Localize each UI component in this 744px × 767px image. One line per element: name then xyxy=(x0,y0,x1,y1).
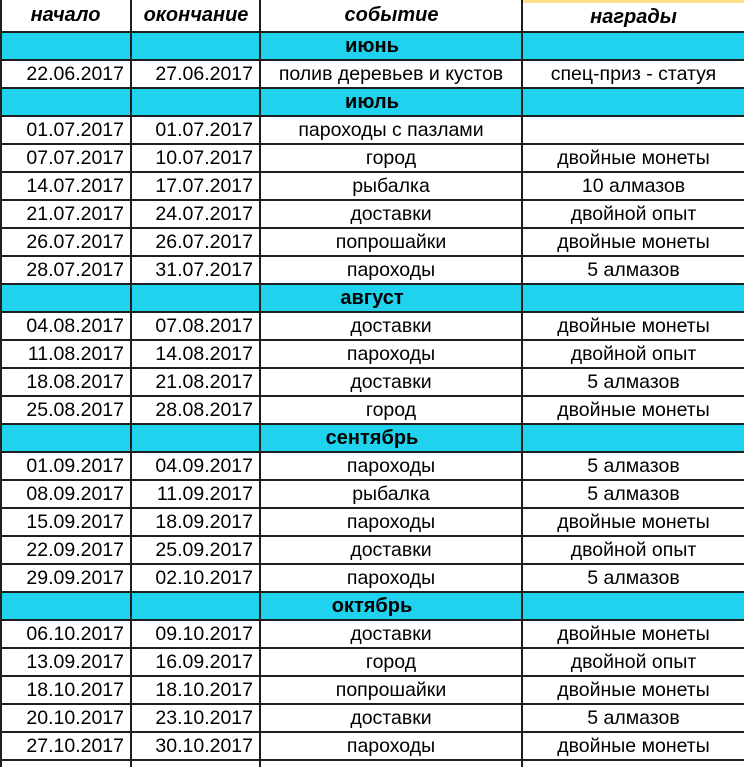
start-date-cell[interactable]: 11.08.2017 xyxy=(27,343,124,365)
start-date-cell[interactable]: 01.09.2017 xyxy=(26,455,124,477)
end-date-cell[interactable]: 28.08.2017 xyxy=(155,399,253,421)
end-date-cell[interactable]: 07.08.2017 xyxy=(155,315,253,337)
table-row xyxy=(0,621,744,649)
reward-cell[interactable]: двойные монеты xyxy=(557,679,710,701)
table-row xyxy=(0,313,744,341)
start-date-cell[interactable]: 20.10.2017 xyxy=(26,707,124,729)
header-end[interactable]: окончание xyxy=(132,0,260,33)
end-date-cell[interactable]: 23.10.2017 xyxy=(155,707,253,729)
start-date-cell[interactable]: 14.07.2017 xyxy=(26,175,124,197)
event-cell[interactable]: пароходы xyxy=(346,455,436,477)
end-date-cell[interactable]: 01.07.2017 xyxy=(155,119,253,141)
event-cell[interactable]: доставки xyxy=(350,539,432,561)
table-row xyxy=(0,397,744,425)
month-label[interactable]: сентябрь xyxy=(325,427,419,449)
table-row xyxy=(0,145,744,173)
month-label[interactable]: июль xyxy=(345,91,399,113)
end-date-cell[interactable]: 02.10.2017 xyxy=(155,567,253,589)
header-rewards[interactable]: награды xyxy=(523,0,744,33)
end-date-cell[interactable]: 26.07.2017 xyxy=(155,231,253,253)
month-header-row xyxy=(0,33,744,61)
month-label[interactable]: октябрь xyxy=(331,595,413,617)
event-cell[interactable]: попрошайки xyxy=(335,231,447,253)
event-cell[interactable]: рыбалка xyxy=(352,483,430,505)
table-row xyxy=(0,481,744,509)
reward-cell[interactable]: двойной опыт xyxy=(570,651,697,673)
reward-cell[interactable]: 5 алмазов xyxy=(587,455,680,477)
table-row xyxy=(0,173,744,201)
reward-cell[interactable]: двойные монеты xyxy=(557,399,710,421)
event-cell[interactable]: полив деревьев и кустов xyxy=(278,63,504,85)
month-header-row xyxy=(0,593,744,621)
end-date-cell[interactable]: 11.09.2017 xyxy=(156,483,253,505)
table-row xyxy=(0,565,744,593)
end-date-cell[interactable]: 10.07.2017 xyxy=(155,147,253,169)
table-row xyxy=(0,341,744,369)
reward-cell[interactable]: 5 алмазов xyxy=(587,567,680,589)
end-date-cell[interactable]: 21.08.2017 xyxy=(155,371,253,393)
reward-cell[interactable]: двойные монеты xyxy=(557,315,710,337)
table-body xyxy=(0,33,744,761)
end-date-cell[interactable]: 27.06.2017 xyxy=(155,63,253,85)
reward-cell[interactable]: двойные монеты xyxy=(557,147,710,169)
table-row xyxy=(0,257,744,285)
end-date-cell[interactable]: 30.10.2017 xyxy=(155,735,253,757)
reward-cell[interactable]: 5 алмазов xyxy=(587,483,680,505)
end-date-cell[interactable]: 24.07.2017 xyxy=(155,203,253,225)
table-row xyxy=(0,537,744,565)
event-cell[interactable]: город xyxy=(365,399,417,421)
start-date-cell[interactable]: 06.10.2017 xyxy=(26,623,124,645)
month-label[interactable]: август xyxy=(340,287,404,309)
event-cell[interactable]: пароходы xyxy=(346,735,436,757)
reward-cell[interactable]: двойной опыт xyxy=(570,203,697,225)
event-cell[interactable]: доставки xyxy=(350,623,432,645)
event-cell[interactable]: пароходы xyxy=(346,259,436,281)
event-cell[interactable]: доставки xyxy=(350,315,432,337)
month-label[interactable]: июнь xyxy=(345,35,399,57)
end-date-cell[interactable]: 17.07.2017 xyxy=(155,175,253,197)
reward-cell[interactable]: двойные монеты xyxy=(557,511,710,533)
column-divider xyxy=(0,0,2,767)
start-date-cell[interactable]: 18.08.2017 xyxy=(26,371,124,393)
start-date-cell[interactable]: 18.10.2017 xyxy=(26,679,124,701)
reward-cell[interactable]: 5 алмазов xyxy=(587,259,680,281)
event-cell[interactable]: пароходы с пазлами xyxy=(298,119,484,141)
header-start[interactable]: начало xyxy=(0,0,131,33)
table-row xyxy=(0,649,744,677)
reward-cell[interactable]: 10 алмазов xyxy=(581,175,686,197)
start-date-cell[interactable]: 15.09.2017 xyxy=(26,511,124,533)
reward-cell[interactable]: двойные монеты xyxy=(557,735,710,757)
start-date-cell[interactable]: 22.06.2017 xyxy=(26,63,124,85)
end-date-cell[interactable]: 09.10.2017 xyxy=(155,623,253,645)
reward-cell[interactable]: 5 алмазов xyxy=(587,371,680,393)
table-row xyxy=(0,229,744,257)
start-date-cell[interactable]: 04.08.2017 xyxy=(26,315,124,337)
table-row xyxy=(0,61,744,89)
column-divider xyxy=(521,0,523,767)
end-date-cell[interactable]: 04.09.2017 xyxy=(155,455,253,477)
table-row xyxy=(0,677,744,705)
reward-cell[interactable]: двойные монеты xyxy=(557,623,710,645)
start-date-cell[interactable]: 29.09.2017 xyxy=(26,567,124,589)
start-date-cell[interactable]: 26.07.2017 xyxy=(26,231,124,253)
reward-cell[interactable]: двойные монеты xyxy=(557,231,710,253)
table-row xyxy=(0,201,744,229)
event-cell[interactable]: доставки xyxy=(350,203,432,225)
reward-cell[interactable]: двойной опыт xyxy=(570,343,697,365)
month-header-row xyxy=(0,285,744,313)
event-cell[interactable]: пароходы xyxy=(346,343,436,365)
event-cell[interactable]: попрошайки xyxy=(335,679,447,701)
month-header-row xyxy=(0,89,744,117)
reward-cell[interactable]: 5 алмазов xyxy=(587,707,680,729)
end-date-cell[interactable]: 16.09.2017 xyxy=(155,651,253,673)
event-cell[interactable]: доставки xyxy=(350,371,432,393)
end-date-cell[interactable]: 14.08.2017 xyxy=(155,343,253,365)
start-date-cell[interactable]: 22.09.2017 xyxy=(26,539,124,561)
start-date-cell[interactable]: 01.07.2017 xyxy=(26,119,124,141)
reward-cell[interactable]: спец-приз - статуя xyxy=(550,63,717,85)
start-date-cell[interactable]: 21.07.2017 xyxy=(26,203,124,225)
start-date-cell[interactable]: 07.07.2017 xyxy=(26,147,124,169)
table-row xyxy=(0,369,744,397)
end-date-cell[interactable]: 18.09.2017 xyxy=(155,511,253,533)
column-divider xyxy=(259,0,261,767)
table-row xyxy=(0,733,744,761)
table-row xyxy=(0,509,744,537)
start-date-cell[interactable]: 27.10.2017 xyxy=(26,735,124,757)
table-row xyxy=(0,705,744,733)
event-cell[interactable]: пароходы xyxy=(346,567,436,589)
event-cell[interactable]: город xyxy=(365,651,417,673)
header-event[interactable]: событие xyxy=(261,0,522,33)
table-row xyxy=(0,453,744,481)
start-date-cell[interactable]: 08.09.2017 xyxy=(26,483,124,505)
event-cell[interactable]: город xyxy=(365,147,417,169)
end-date-cell[interactable]: 31.07.2017 xyxy=(155,259,253,281)
header-row xyxy=(0,0,744,33)
end-date-cell[interactable]: 25.09.2017 xyxy=(155,539,253,561)
column-divider xyxy=(130,0,132,767)
start-date-cell[interactable]: 25.08.2017 xyxy=(26,399,124,421)
end-date-cell[interactable]: 18.10.2017 xyxy=(155,679,253,701)
start-date-cell[interactable]: 13.09.2017 xyxy=(26,651,124,673)
start-date-cell[interactable]: 28.07.2017 xyxy=(26,259,124,281)
reward-cell[interactable]: двойной опыт xyxy=(570,539,697,561)
event-cell[interactable]: рыбалка xyxy=(352,175,430,197)
reward-cell[interactable] xyxy=(523,117,744,143)
month-header-row xyxy=(0,425,744,453)
event-cell[interactable]: пароходы xyxy=(346,511,436,533)
table-row xyxy=(0,117,744,145)
event-cell[interactable]: доставки xyxy=(350,707,432,729)
